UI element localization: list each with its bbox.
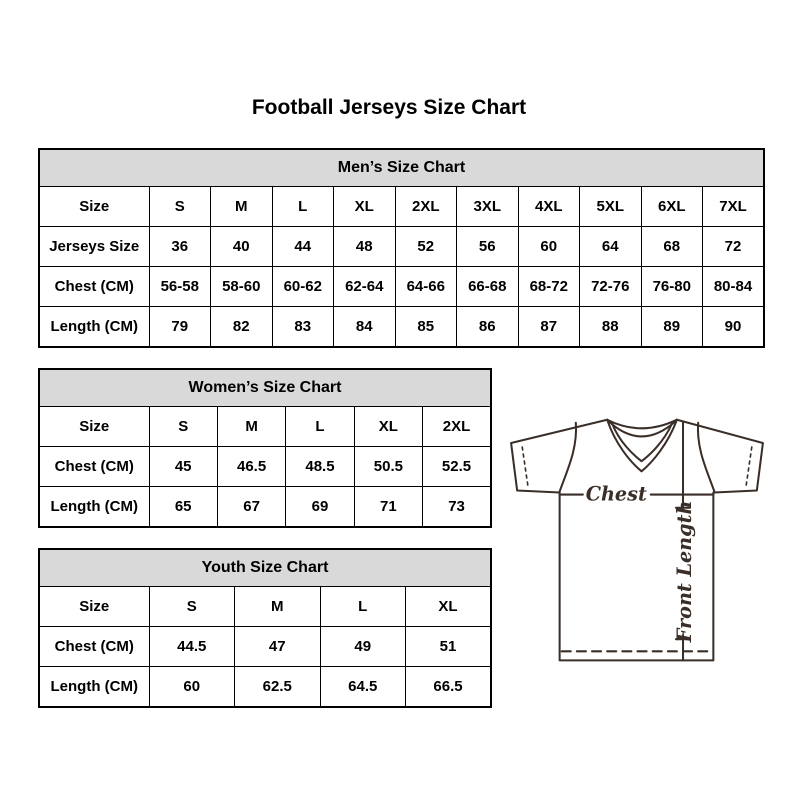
table-cell: 62.5 bbox=[235, 667, 321, 708]
womens-size-table bbox=[38, 368, 492, 528]
jersey-diagram-svg bbox=[503, 396, 771, 672]
table-cell: 72 bbox=[703, 227, 765, 267]
youth-table-title: Youth Size Chart bbox=[39, 549, 491, 587]
table-cell: 80-84 bbox=[703, 267, 765, 307]
table-cell: L bbox=[286, 407, 354, 447]
table-cell: 4XL bbox=[518, 187, 580, 227]
page-title: Football Jerseys Size Chart bbox=[251, 96, 527, 119]
row-label: Length (CM) bbox=[39, 667, 149, 708]
table-cell: S bbox=[149, 187, 211, 227]
table-row bbox=[39, 587, 491, 627]
table-cell: 51 bbox=[406, 627, 492, 667]
table-row bbox=[39, 627, 491, 667]
table-cell: 84 bbox=[334, 307, 396, 348]
table-row bbox=[39, 487, 491, 528]
table-cell: M bbox=[235, 587, 321, 627]
table-cell: XL bbox=[354, 407, 422, 447]
jersey-right-cuff-stitch bbox=[746, 447, 752, 488]
row-label: Chest (CM) bbox=[39, 447, 149, 487]
table-cell: 46.5 bbox=[217, 447, 285, 487]
table-cell: 52 bbox=[395, 227, 457, 267]
chest-label: Chest bbox=[585, 482, 647, 506]
table-cell: 3XL bbox=[457, 187, 519, 227]
table-cell: 45 bbox=[149, 447, 217, 487]
table-cell: 44.5 bbox=[149, 627, 235, 667]
table-cell: 66-68 bbox=[457, 267, 519, 307]
front-length-label: Front Length bbox=[673, 500, 697, 643]
table-cell: 56 bbox=[457, 227, 519, 267]
table-cell: 2XL bbox=[423, 407, 491, 447]
table-cell: L bbox=[320, 587, 406, 627]
jersey-left-sleeve bbox=[511, 420, 607, 493]
row-label: Size bbox=[39, 407, 149, 447]
row-label: Size bbox=[39, 587, 149, 627]
table-cell: 69 bbox=[286, 487, 354, 528]
row-label: Length (CM) bbox=[39, 487, 149, 528]
table-cell: 64 bbox=[580, 227, 642, 267]
table-cell: 64.5 bbox=[320, 667, 406, 708]
table-cell: 44 bbox=[272, 227, 334, 267]
table-cell: 86 bbox=[457, 307, 519, 348]
table-cell: 48 bbox=[334, 227, 396, 267]
table-cell: 52.5 bbox=[423, 447, 491, 487]
table-cell: S bbox=[149, 407, 217, 447]
table-cell: 6XL bbox=[641, 187, 703, 227]
table-cell: 85 bbox=[395, 307, 457, 348]
table-cell: 56-58 bbox=[149, 267, 211, 307]
table-cell: M bbox=[211, 187, 273, 227]
table-row bbox=[39, 407, 491, 447]
table-cell: 68-72 bbox=[518, 267, 580, 307]
jersey-left-cuff-stitch bbox=[522, 447, 528, 488]
row-label: Chest (CM) bbox=[39, 627, 149, 667]
table-cell: 64-66 bbox=[395, 267, 457, 307]
table-cell: 58-60 bbox=[211, 267, 273, 307]
table-row bbox=[39, 447, 491, 487]
table-cell: 2XL bbox=[395, 187, 457, 227]
table-row bbox=[39, 667, 491, 708]
table-cell: 62-64 bbox=[334, 267, 396, 307]
table-cell: 66.5 bbox=[406, 667, 492, 708]
table-cell: 60 bbox=[149, 667, 235, 708]
jersey-left-armhole bbox=[560, 423, 576, 492]
table-row bbox=[39, 267, 764, 307]
table-cell: 73 bbox=[423, 487, 491, 528]
table-cell: XL bbox=[406, 587, 492, 627]
table-row bbox=[39, 307, 764, 348]
table-cell: 89 bbox=[641, 307, 703, 348]
table-cell: 47 bbox=[235, 627, 321, 667]
table-cell: M bbox=[217, 407, 285, 447]
jersey-right-armhole bbox=[698, 423, 714, 492]
table-cell: 83 bbox=[272, 307, 334, 348]
row-label: Jerseys Size bbox=[39, 227, 149, 267]
table-cell: 49 bbox=[320, 627, 406, 667]
row-label: Length (CM) bbox=[39, 307, 149, 348]
table-cell: 68 bbox=[641, 227, 703, 267]
women-table-title: Women’s Size Chart bbox=[39, 369, 491, 407]
table-cell: 5XL bbox=[580, 187, 642, 227]
table-cell: XL bbox=[334, 187, 396, 227]
table-cell: 60 bbox=[518, 227, 580, 267]
table-cell: 7XL bbox=[703, 187, 765, 227]
table-cell: 48.5 bbox=[286, 447, 354, 487]
jersey-measurement-diagram bbox=[503, 396, 771, 672]
table-cell: 79 bbox=[149, 307, 211, 348]
table-cell: 90 bbox=[703, 307, 765, 348]
row-label: Size bbox=[39, 187, 149, 227]
table-cell: 88 bbox=[580, 307, 642, 348]
men-table-title: Men’s Size Chart bbox=[39, 149, 764, 187]
table-cell: 71 bbox=[354, 487, 422, 528]
table-cell: S bbox=[149, 587, 235, 627]
youth-size-table bbox=[38, 548, 492, 708]
table-cell: L bbox=[272, 187, 334, 227]
table-cell: 67 bbox=[217, 487, 285, 528]
table-row bbox=[39, 187, 764, 227]
table-cell: 36 bbox=[149, 227, 211, 267]
table-cell: 40 bbox=[211, 227, 273, 267]
row-label: Chest (CM) bbox=[39, 267, 149, 307]
table-cell: 65 bbox=[149, 487, 217, 528]
table-row bbox=[39, 227, 764, 267]
table-cell: 60-62 bbox=[272, 267, 334, 307]
table-cell: 50.5 bbox=[354, 447, 422, 487]
table-cell: 82 bbox=[211, 307, 273, 348]
table-cell: 72-76 bbox=[580, 267, 642, 307]
table-cell: 87 bbox=[518, 307, 580, 348]
mens-size-table bbox=[38, 148, 765, 348]
table-cell: 76-80 bbox=[641, 267, 703, 307]
